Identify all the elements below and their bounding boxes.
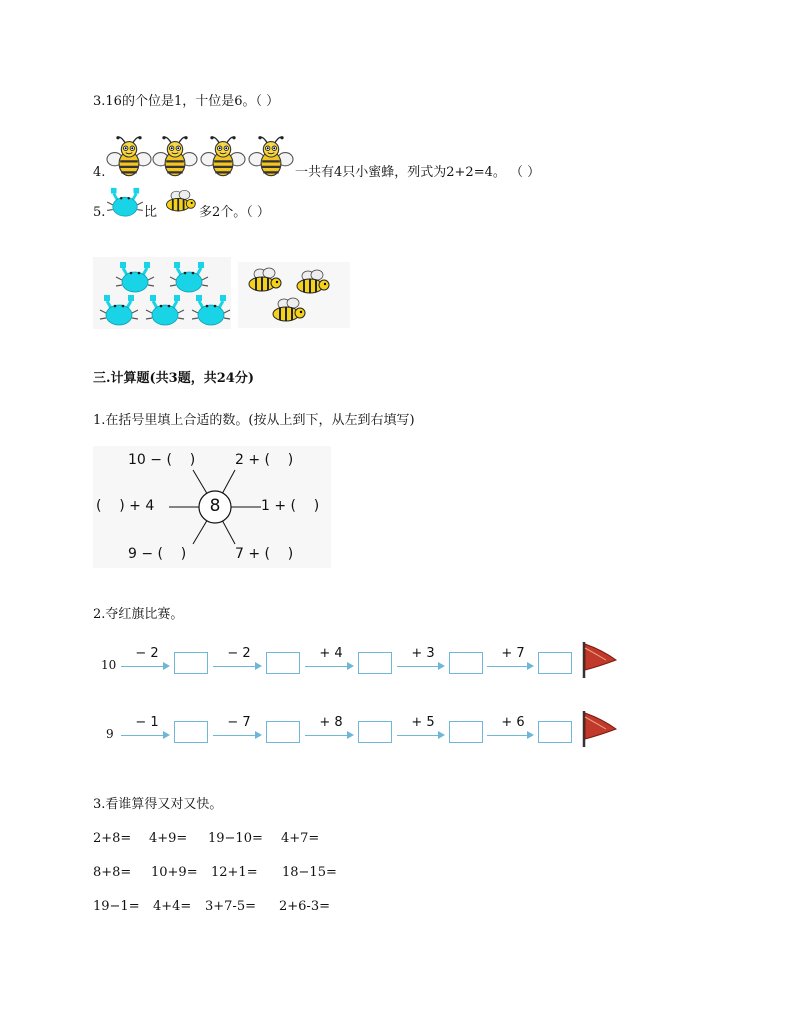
race-arrow [213,666,260,667]
answer-box[interactable] [174,652,208,674]
question-5-compare: 比 [144,205,158,220]
answer-box[interactable] [358,652,392,674]
answer-box[interactable] [266,652,300,674]
question-3-text: 3.16的个位是1，十位是6。（ ） [93,94,280,109]
race-arrow [487,735,532,736]
question-4-text: 一共有4只小蜜蜂，列式为2+2=4。 （ ） [295,165,541,180]
crab-image [106,186,144,218]
calc-item: 3+7-5= [205,899,256,914]
calc-3-title: 3.看谁算得又对又快。 [93,797,223,812]
race-arrow [487,666,532,667]
number-wheel [93,446,331,568]
answer-box[interactable] [449,721,483,743]
race-operation: + 4 [319,646,343,661]
race-start-number: 9 [106,727,114,741]
race-arrow [305,735,352,736]
red-flag-icon [580,709,620,749]
answer-box[interactable] [358,721,392,743]
answer-box[interactable] [538,652,572,674]
race-operation: − 7 [227,715,251,730]
crab-image [169,260,209,294]
calc-item: 2+6-3= [279,899,330,914]
race-operation: + 7 [501,646,525,661]
race-operation: + 8 [319,715,343,730]
wheel-center-number: 8 [209,496,221,516]
calc-item: 12+1= [211,865,258,880]
calc-item: 18−15= [282,865,337,880]
calc-2-title: 2.夺红旗比赛。 [93,607,184,622]
bee-image [200,135,246,179]
bee-image [248,135,294,179]
race-operation: + 6 [501,715,525,730]
race-operation: + 5 [411,715,435,730]
crab-image [115,260,155,294]
bees-picture [238,262,350,328]
calc-1-title: 1.在括号里填上合适的数。(按从上到下，从左到右填写) [93,413,415,428]
bee-image [106,135,152,179]
wheel-bottom-left: 9 − ( ) [128,546,187,562]
answer-box[interactable] [174,721,208,743]
calc-item: 10+9= [151,865,198,880]
bee-image [152,135,198,179]
calc-item: 8+8= [93,865,132,880]
wheel-right: 1 + ( ) [261,498,320,514]
race-arrow [397,735,443,736]
calc-item: 4+9= [149,831,188,846]
question-3 [93,93,279,111]
answer-box[interactable] [266,721,300,743]
small-bee-image [268,296,308,326]
small-bee-image [244,266,284,296]
calc-item: 4+4= [153,899,192,914]
small-bee-image [292,268,332,298]
calc-item: 19−1= [93,899,140,914]
calc-item: 4+7= [281,831,320,846]
answer-box[interactable] [449,652,483,674]
wheel-left: ( ) + 4 [96,498,155,514]
race-operation: − 1 [135,715,159,730]
race-arrow [305,666,352,667]
race-operation: + 3 [411,646,435,661]
small-bee-image [162,188,198,216]
race-operation: − 2 [135,646,159,661]
answer-box[interactable] [538,721,572,743]
wheel-top-left: 10 − ( ) [128,452,196,468]
race-arrow [213,735,260,736]
crabs-picture [93,257,231,329]
race-arrow [121,735,168,736]
race-arrow [121,666,168,667]
crab-image [99,293,139,327]
crab-image [191,293,231,327]
crab-image [145,293,185,327]
calc-item: 2+8= [93,831,132,846]
race-operation: − 2 [227,646,251,661]
race-arrow [397,666,443,667]
race-start-number: 10 [101,658,117,672]
question-5-text: 多2个。（ ） [199,205,270,220]
bee-group [106,135,296,177]
question-4-number: 4. [93,165,106,180]
question-5-number: 5. [93,205,106,220]
wheel-bottom-right: 7 + ( ) [235,546,294,562]
section-title: 三.计算题(共3题，共24分) [93,371,254,386]
red-flag-icon [580,640,620,680]
calc-item: 19−10= [208,831,263,846]
wheel-top-right: 2 + ( ) [235,452,294,468]
